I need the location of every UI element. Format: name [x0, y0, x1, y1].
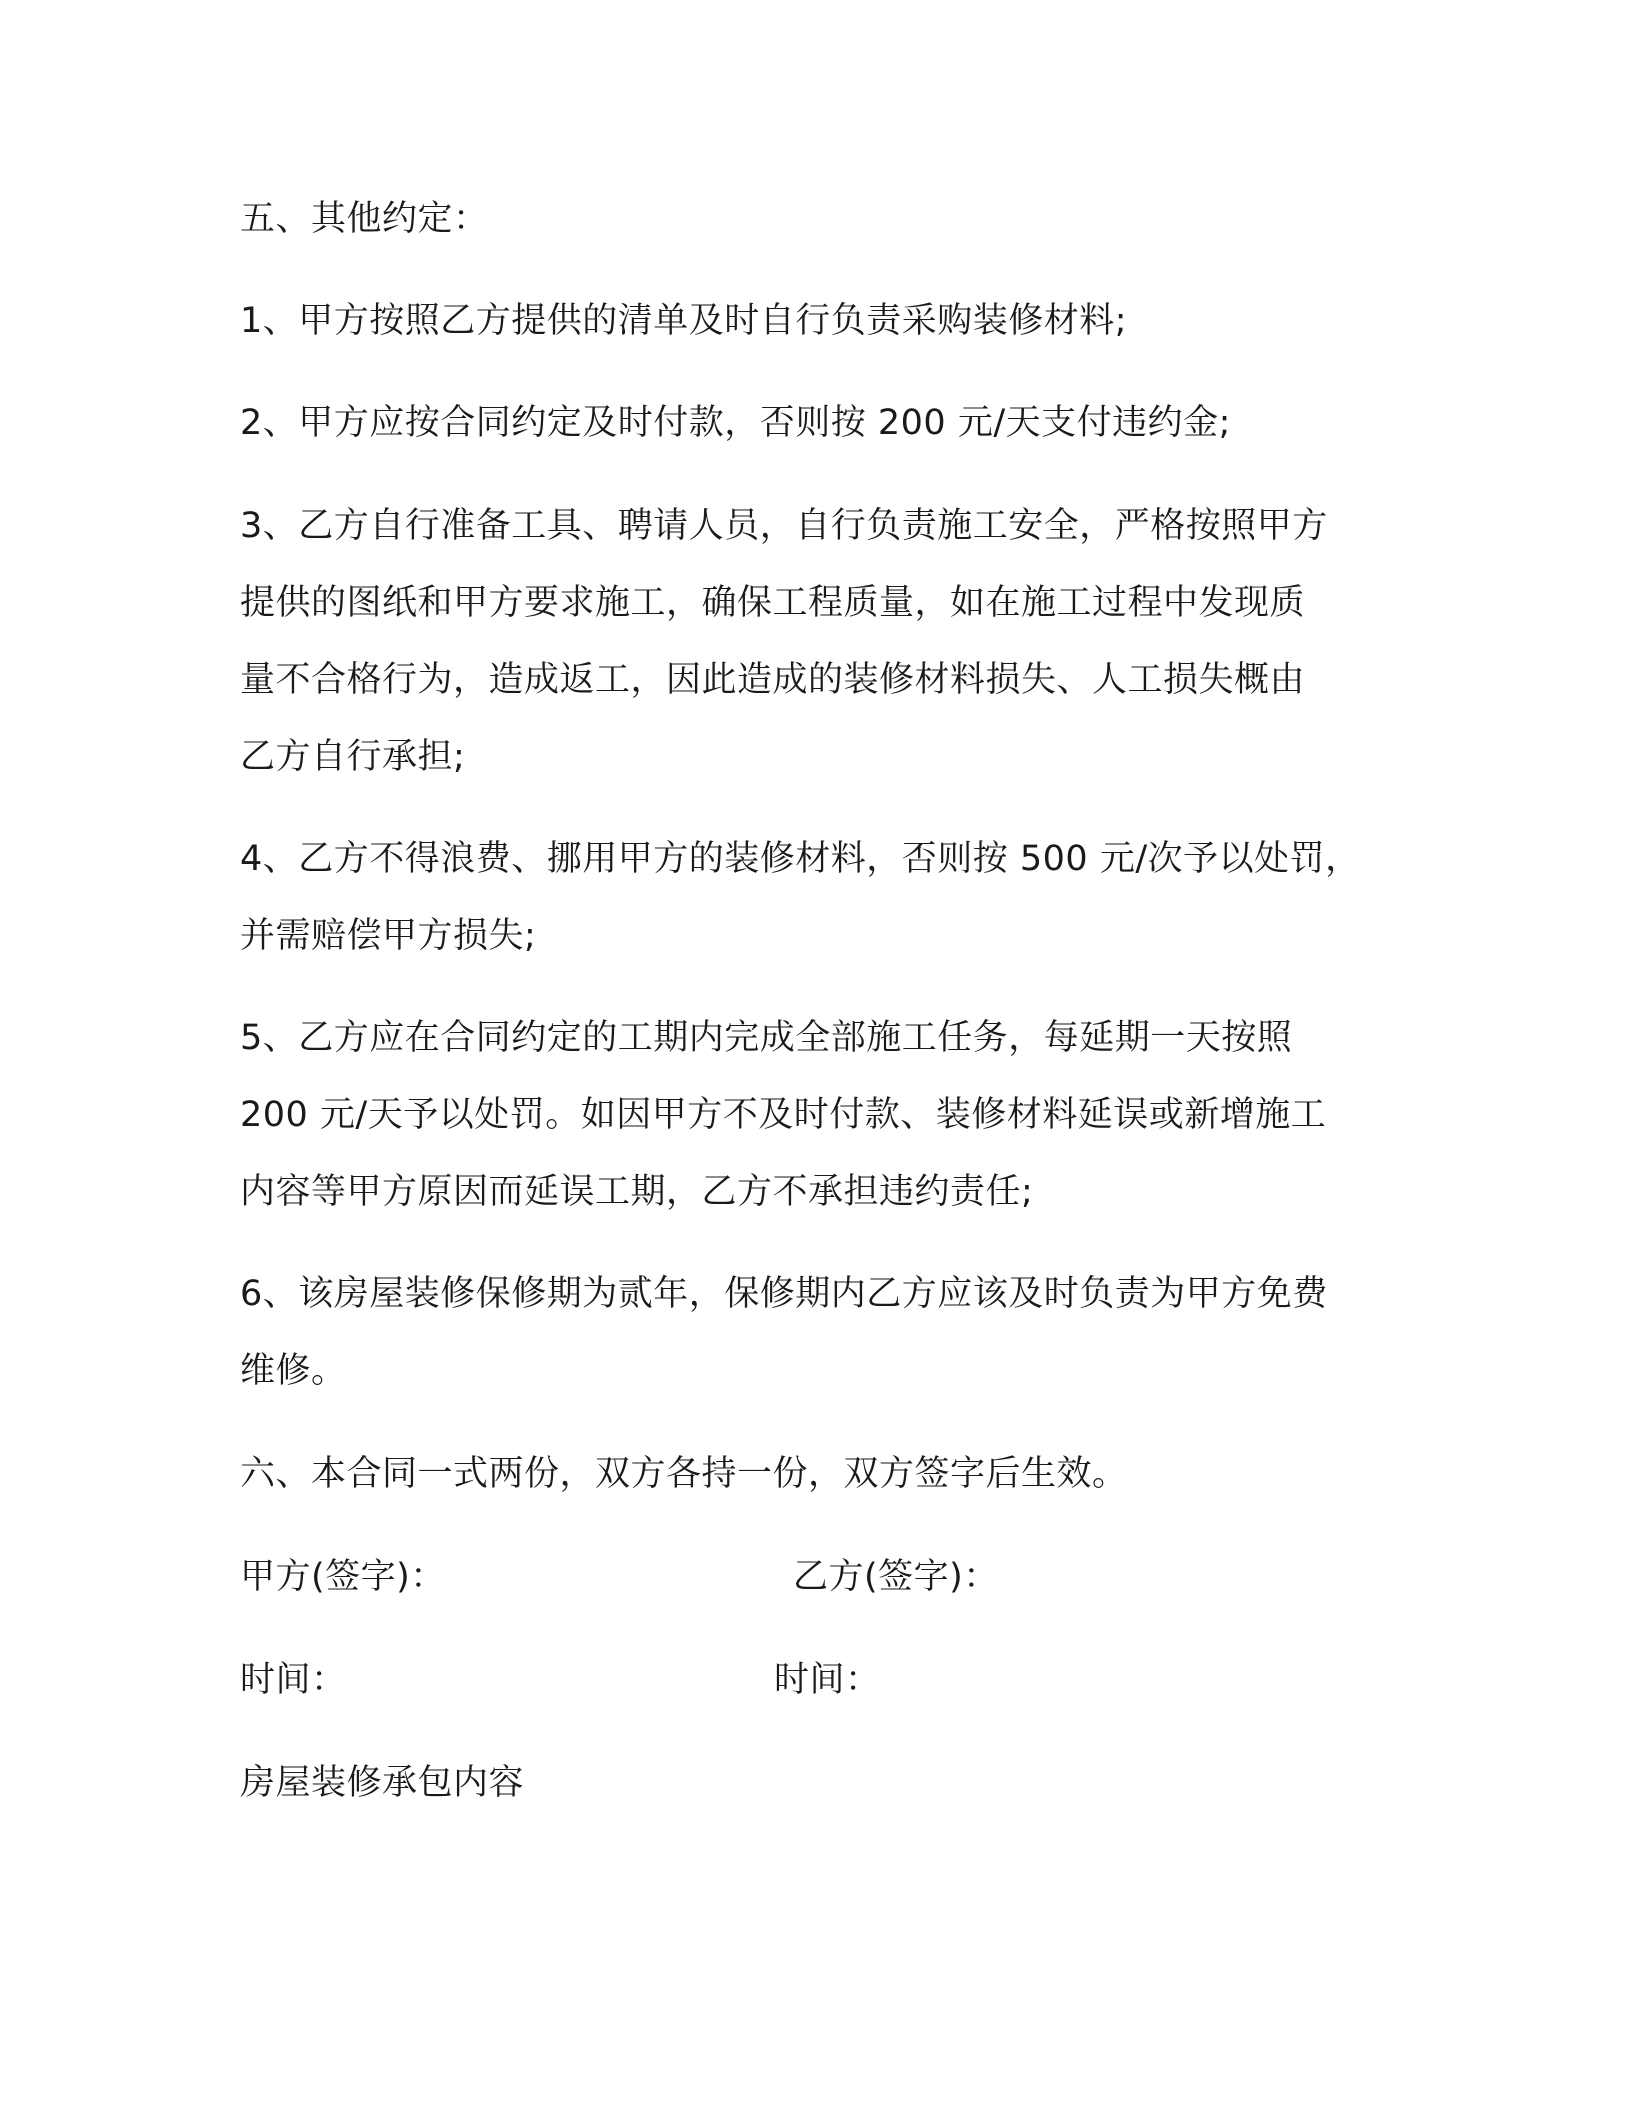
clause-6-line-2: 维修。 — [240, 1351, 347, 1391]
party-a-time-label: 时间： — [240, 1660, 347, 1700]
clause-3-line-3: 量不合格行为，造成返工，因此造成的装修材料损失、人工损失概由 — [240, 660, 1306, 700]
clause-4-line-2: 并需赔偿甲方损失; — [240, 916, 537, 956]
party-b-time-label: 时间： — [774, 1660, 881, 1700]
clause-5-line-1: 5、乙方应在合同约定的工期内完成全部施工任务，每延期一天按照 — [240, 1018, 1293, 1058]
clause-6-line-1: 6、该房屋装修保修期为贰年，保修期内乙方应该及时负责为甲方免费 — [240, 1274, 1328, 1314]
clause-3-line-2: 提供的图纸和甲方要求施工，确保工程质量，如在施工过程中发现质 — [240, 583, 1306, 623]
clause-1: 1、甲方按照乙方提供的清单及时自行负责采购装修材料; — [240, 301, 1128, 341]
clause-3-line-4: 乙方自行承担; — [240, 737, 466, 777]
clause-5-line-3: 内容等甲方原因而延误工期，乙方不承担违约责任; — [240, 1172, 1034, 1212]
party-b-signature-label: 乙方(签字)： — [793, 1557, 999, 1597]
clause-3-line-1: 3、乙方自行准备工具、聘请人员，自行负责施工安全，严格按照甲方 — [240, 506, 1328, 546]
clause-5-line-2: 200 元/天予以处罚。如因甲方不及时付款、装修材料延误或新增施工 — [240, 1095, 1327, 1135]
footer-heading: 房屋装修承包内容 — [240, 1763, 525, 1803]
clause-2: 2、甲方应按合同约定及时付款，否则按 200 元/天支付违约金; — [240, 403, 1231, 443]
section-5-heading: 五、其他约定： — [240, 199, 489, 239]
clause-4-line-1: 4、乙方不得浪费、挪用甲方的装修材料，否则按 500 元/次予以处罚， — [240, 839, 1361, 879]
party-a-signature-label: 甲方(签字)： — [240, 1557, 446, 1597]
section-6: 六、本合同一式两份，双方各持一份，双方签字后生效。 — [240, 1454, 1128, 1494]
